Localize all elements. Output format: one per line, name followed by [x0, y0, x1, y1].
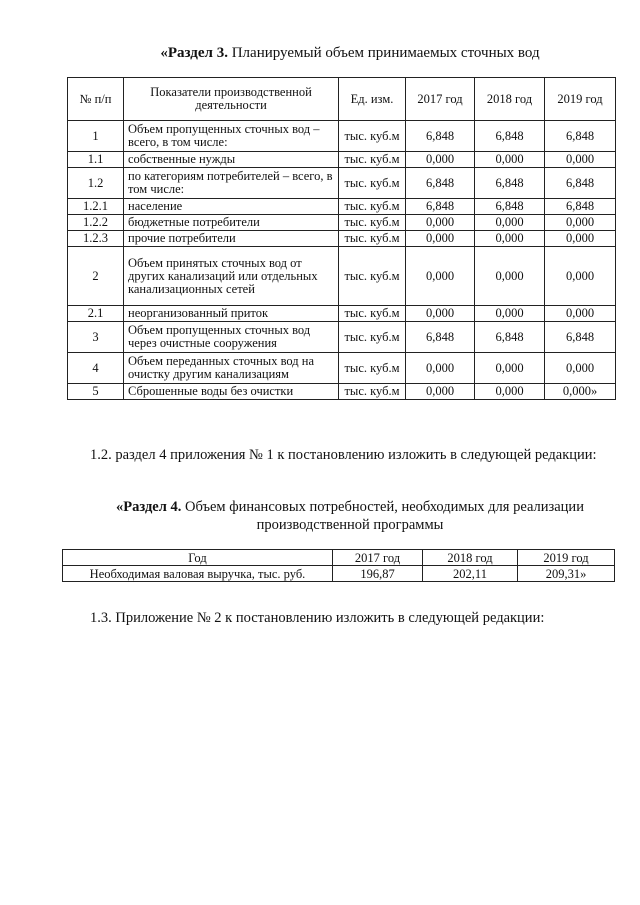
value-2019: 0,000 — [545, 306, 616, 322]
value-2018: 0,000 — [475, 231, 545, 247]
value-2018: 0,000 — [475, 247, 545, 306]
row-indicator: по категориям потребителей – всего, в том числе: — [124, 168, 339, 199]
row-unit: тыс. куб.м — [339, 384, 406, 400]
value-2017: 6,848 — [406, 121, 475, 152]
header-year: Год — [63, 550, 333, 566]
row-unit: тыс. куб.м — [339, 121, 406, 152]
row-number: 2.1 — [68, 306, 124, 322]
row-number: 3 — [68, 322, 124, 353]
row-unit: тыс. куб.м — [339, 215, 406, 231]
row-indicator: Объем принятых сточных вод от других канализаций или отдельных канализационных сетей — [124, 247, 339, 306]
row-unit: тыс. куб.м — [339, 199, 406, 215]
value-2018: 0,000 — [475, 306, 545, 322]
section-3-table — [67, 77, 616, 400]
value-2017: 0,000 — [406, 152, 475, 168]
value-2018: 0,000 — [475, 215, 545, 231]
table-row — [68, 384, 616, 400]
row-indicator: прочие потребители — [124, 231, 339, 247]
value-2019: 6,848 — [545, 121, 616, 152]
row-indicator: неорганизованный приток — [124, 306, 339, 322]
value-2018: 0,000 — [475, 384, 545, 400]
row-number: 1.2.3 — [68, 231, 124, 247]
header-2017: 2017 год — [406, 78, 475, 121]
row-number: 5 — [68, 384, 124, 400]
value-2017: 0,000 — [406, 231, 475, 247]
value-2017: 6,848 — [406, 168, 475, 199]
row-indicator: Объем пропущенных сточных вод – всего, в том числе: — [124, 121, 339, 152]
value-2019: 6,848 — [545, 168, 616, 199]
row-unit: тыс. куб.м — [339, 168, 406, 199]
section-3-title — [60, 44, 640, 62]
row-indicator: собственные нужды — [124, 152, 339, 168]
value-2017: 196,87 — [333, 566, 423, 582]
table-row — [68, 353, 616, 384]
row-number: 2 — [68, 247, 124, 306]
value-2019: 209,31» — [518, 566, 615, 582]
table-row — [68, 199, 616, 215]
row-number: 1.2.2 — [68, 215, 124, 231]
header-2018: 2018 год — [423, 550, 518, 566]
value-2017: 6,848 — [406, 322, 475, 353]
section-4-title-bold: «Раздел 4. — [116, 499, 182, 515]
table-header-row — [68, 78, 616, 121]
row-indicator: Объем пропущенных сточных вод через очистные сооружения — [124, 322, 339, 353]
table-row — [68, 152, 616, 168]
value-2019: 0,000 — [545, 215, 616, 231]
value-2018: 6,848 — [475, 121, 545, 152]
value-2019: 6,848 — [545, 322, 616, 353]
header-2019: 2019 год — [518, 550, 615, 566]
section-4-table — [62, 549, 615, 582]
row-number: 1.1 — [68, 152, 124, 168]
value-2019: 0,000 — [545, 152, 616, 168]
row-unit: тыс. куб.м — [339, 152, 406, 168]
table-row — [63, 566, 615, 582]
section-4-title — [90, 498, 610, 534]
table-row — [68, 121, 616, 152]
section-3-title-text: Планируемый объем принимаемых сточных вод — [227, 45, 540, 61]
row-indicator: Сброшенные воды без очистки — [124, 384, 339, 400]
table-row — [68, 322, 616, 353]
value-2018: 6,848 — [475, 168, 545, 199]
value-2018: 0,000 — [475, 152, 545, 168]
table-header-row — [63, 550, 615, 566]
row-number: 4 — [68, 353, 124, 384]
value-2019: 0,000 — [545, 353, 616, 384]
value-2019: 0,000» — [545, 384, 616, 400]
value-2017: 0,000 — [406, 353, 475, 384]
row-indicator: бюджетные потребители — [124, 215, 339, 231]
value-2017: 0,000 — [406, 384, 475, 400]
row-number: 1.2 — [68, 168, 124, 199]
row-number: 1.2.1 — [68, 199, 124, 215]
row-unit: тыс. куб.м — [339, 322, 406, 353]
value-2018: 6,848 — [475, 322, 545, 353]
value-2019: 6,848 — [545, 199, 616, 215]
row-unit: тыс. куб.м — [339, 353, 406, 384]
paragraph-1-2: 1.2. раздел 4 приложения № 1 к постановлению изложить в следующей редакции: — [90, 447, 597, 463]
header-num: № п/п — [68, 78, 124, 121]
row-indicator: Объем переданных сточных вод на очистку другим канализациям — [124, 353, 339, 384]
header-unit: Ед. изм. — [339, 78, 406, 121]
header-2017: 2017 год — [333, 550, 423, 566]
row-number: 1 — [68, 121, 124, 152]
table-row — [68, 247, 616, 306]
section-4-title-text: Объем финансовых потребностей, необходимых для реализации производственной программы — [181, 499, 584, 533]
row-label: Необходимая валовая выручка, тыс. руб. — [63, 566, 333, 582]
header-2019: 2019 год — [545, 78, 616, 121]
section-3-title-bold: «Раздел 3. — [160, 45, 228, 61]
row-indicator: население — [124, 199, 339, 215]
header-2018: 2018 год — [475, 78, 545, 121]
row-unit: тыс. куб.м — [339, 247, 406, 306]
value-2019: 0,000 — [545, 231, 616, 247]
row-unit: тыс. куб.м — [339, 306, 406, 322]
value-2017: 0,000 — [406, 306, 475, 322]
table-row — [68, 231, 616, 247]
table-row — [68, 306, 616, 322]
value-2019: 0,000 — [545, 247, 616, 306]
value-2017: 0,000 — [406, 215, 475, 231]
table-row — [68, 215, 616, 231]
header-indicator: Показатели производственной деятельности — [124, 78, 339, 121]
paragraph-1-3: 1.3. Приложение № 2 к постановлению изложить в следующей редакции: — [90, 610, 545, 626]
row-unit: тыс. куб.м — [339, 231, 406, 247]
value-2018: 6,848 — [475, 199, 545, 215]
value-2017: 0,000 — [406, 247, 475, 306]
table-row — [68, 168, 616, 199]
value-2018: 0,000 — [475, 353, 545, 384]
value-2018: 202,11 — [423, 566, 518, 582]
value-2017: 6,848 — [406, 199, 475, 215]
